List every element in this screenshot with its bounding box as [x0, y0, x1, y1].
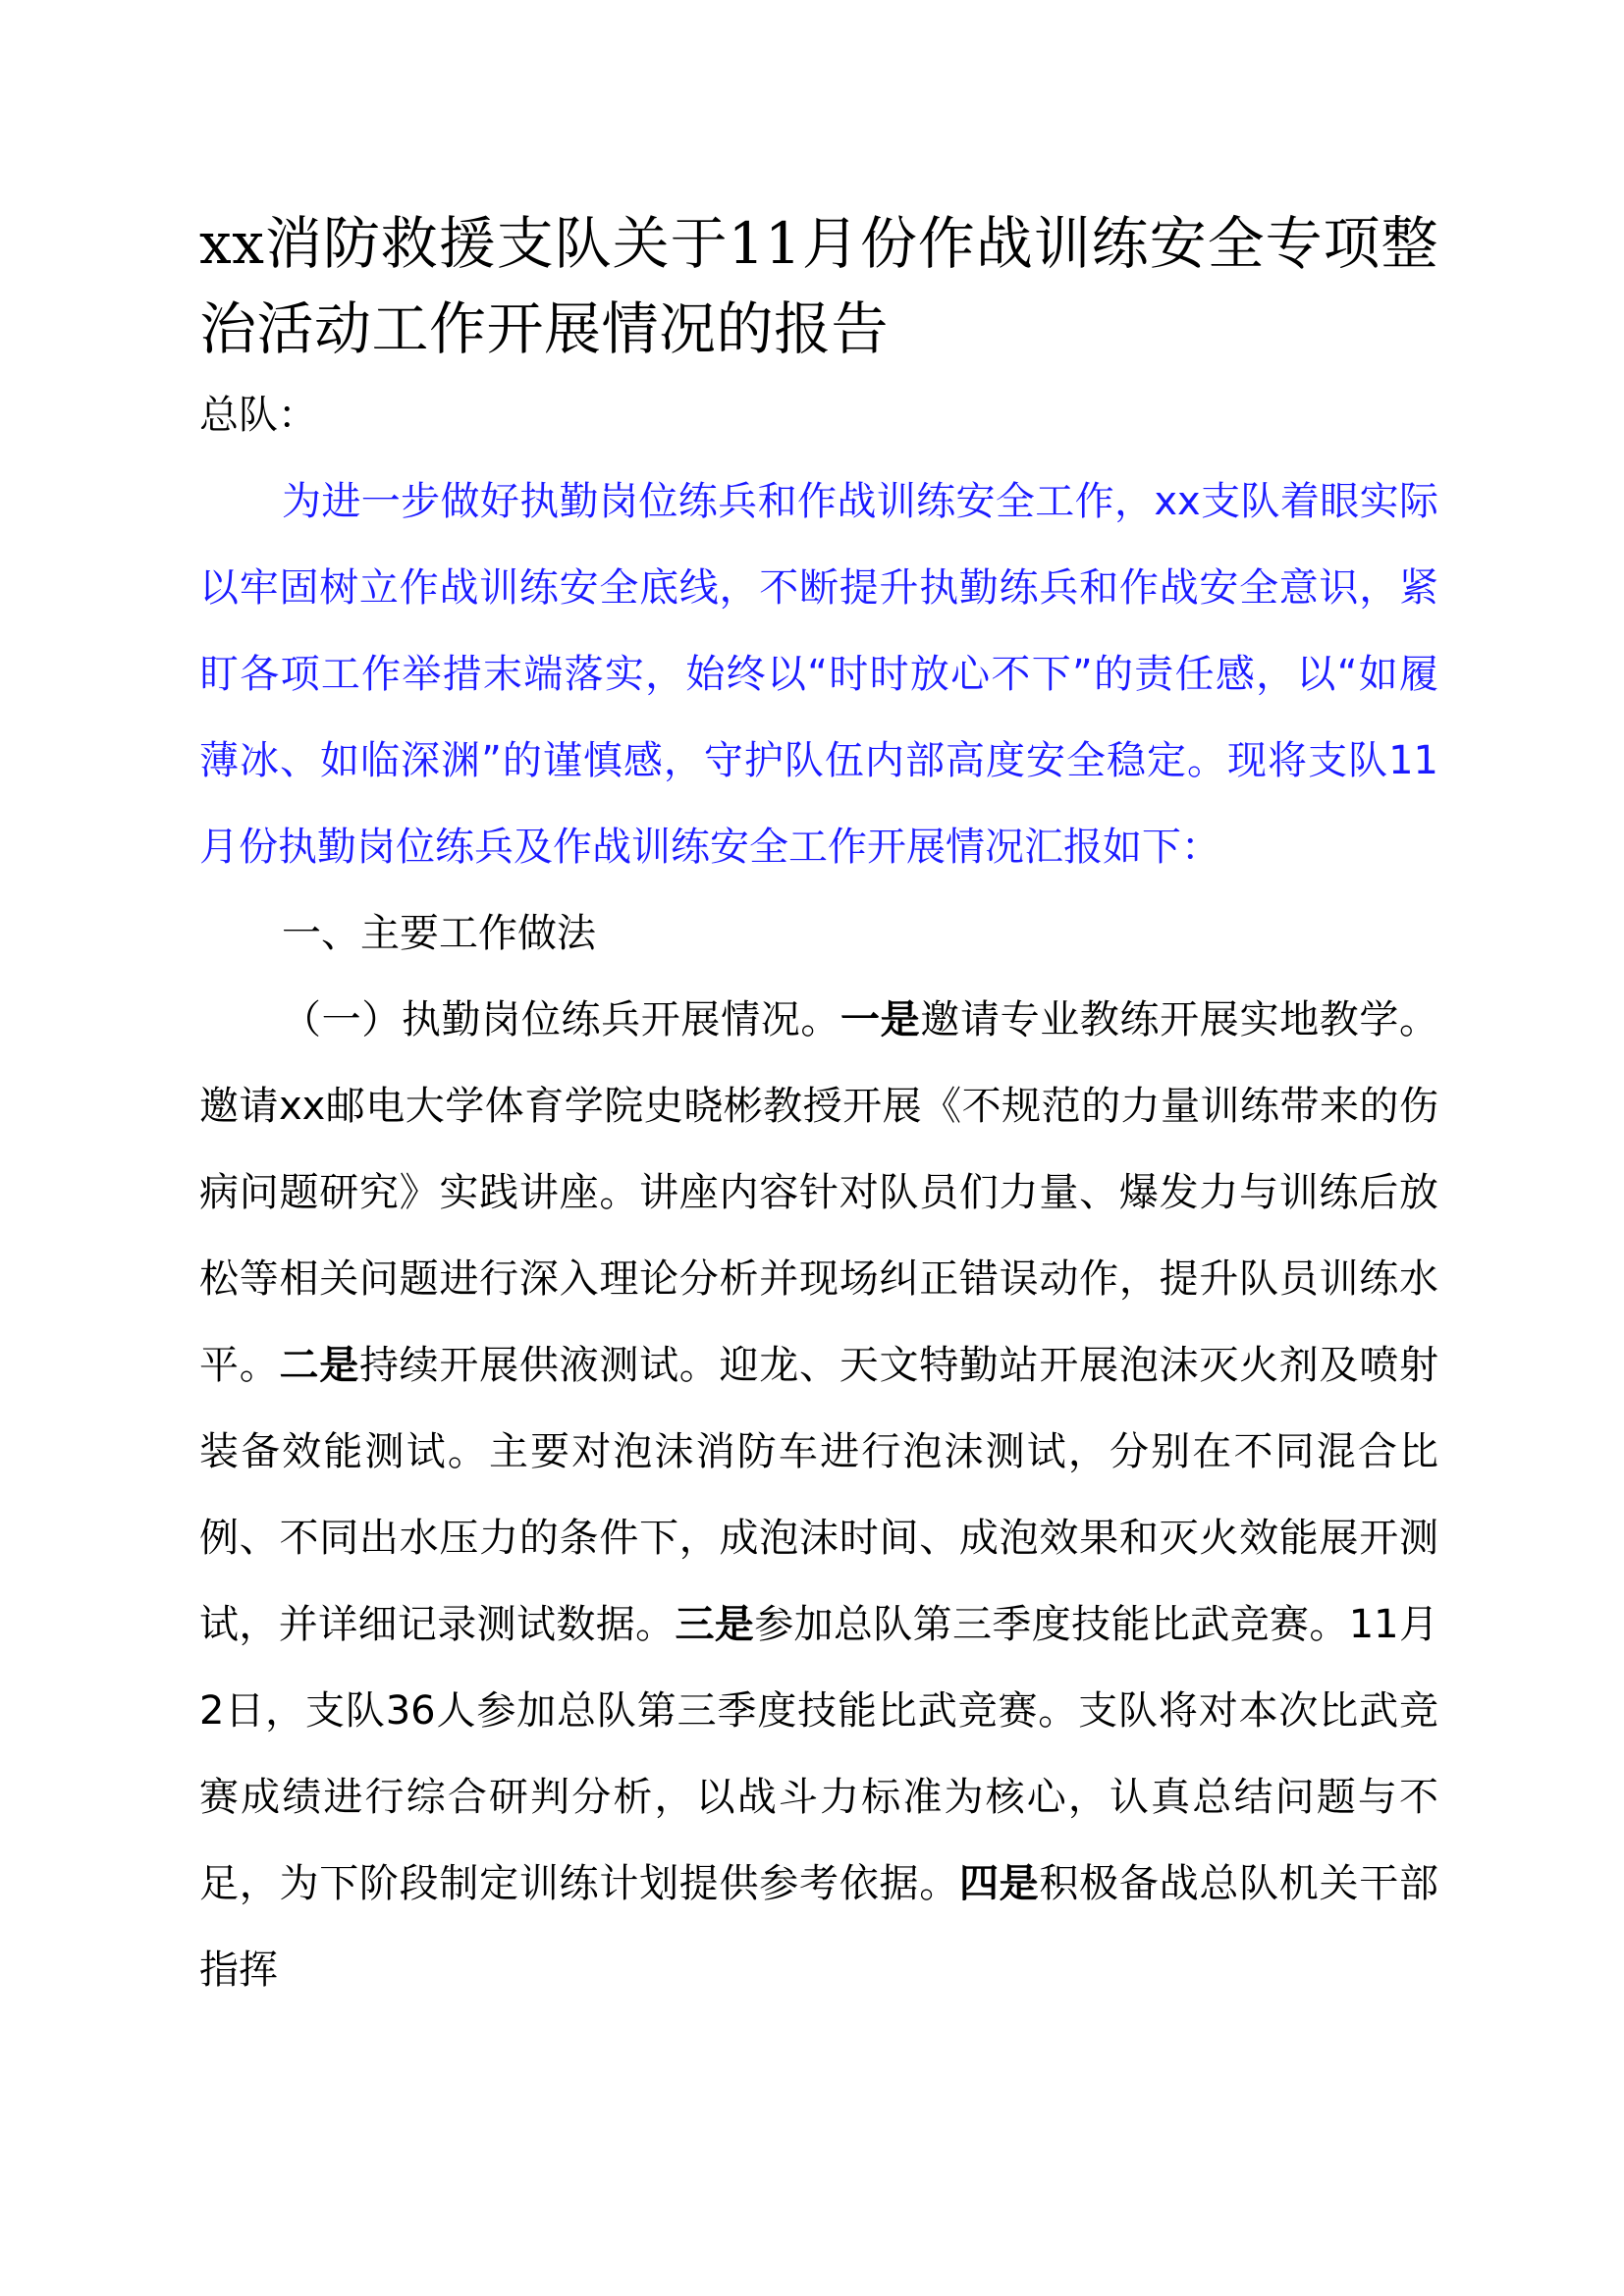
document-body: [199, 201, 1438, 2013]
item-marker-4: 四是: [958, 1861, 1040, 1906]
section-heading: 一、主要工作做法: [282, 911, 596, 956]
item-text-3: 参加总队第三季度技能比武竞赛。11月2日，支队36人参加总队第三季度技能比武竞赛。支队将对本次比武竞赛成绩进行综合研判分析，以战斗力标准为核心，认真总结问题与不足，为下阶段制定训练计划提供参考依据。: [199, 1602, 1439, 1906]
subsection-paragraph: [199, 977, 1438, 2013]
subsection-lead: （一）执勤岗位练兵开展情况。: [282, 997, 840, 1042]
intro-paragraph: 为进一步做好执勤岗位练兵和作战训练安全工作，xx支队着眼实际以牢固树立作战训练安全底线，不断提升执勤练兵和作战安全意识，紧盯各项工作举措末端落实，始终以“时时放心不下”的责任感，以“如履薄冰、如临深渊”的谨慎感，守护队伍内部高度安全稳定。现将支队11月份执勤岗位练兵及作战训练安全工作开展情况汇报如下：: [199, 479, 1438, 870]
salutation: 总队：: [199, 393, 317, 438]
item-text-2: 持续开展供液测试。迎龙、天文特勤站开展泡沫灭火剂及喷射装备效能测试。主要对泡沫消防车进行泡沫测试，分别在不同混合比例、不同出水压力的条件下，成泡沫时间、成泡效果和灭火效能展开测试，并详细记录测试数据。: [199, 1343, 1439, 1647]
item-text-1: 邀请专业教练开展实地教学。邀请xx邮电大学体育学院史晓彬教授开展《不规范的力量训练带来的伤病问题研究》实践讲座。讲座内容针对队员们力量、爆发力与训练后放松等相关问题进行深入理论分析并现场纠正错误动作，提升队员训练水平。: [199, 997, 1439, 1388]
item-marker-1: 一是: [840, 997, 921, 1042]
item-text-4: 积极备战总队机关干部指挥: [199, 1861, 1439, 1993]
item-marker-3: 三是: [675, 1602, 755, 1647]
item-marker-2: 二是: [279, 1343, 359, 1388]
document-title: xx消防救援支队关于11月份作战训练安全专项整治活动工作开展情况的报告: [199, 210, 1438, 362]
